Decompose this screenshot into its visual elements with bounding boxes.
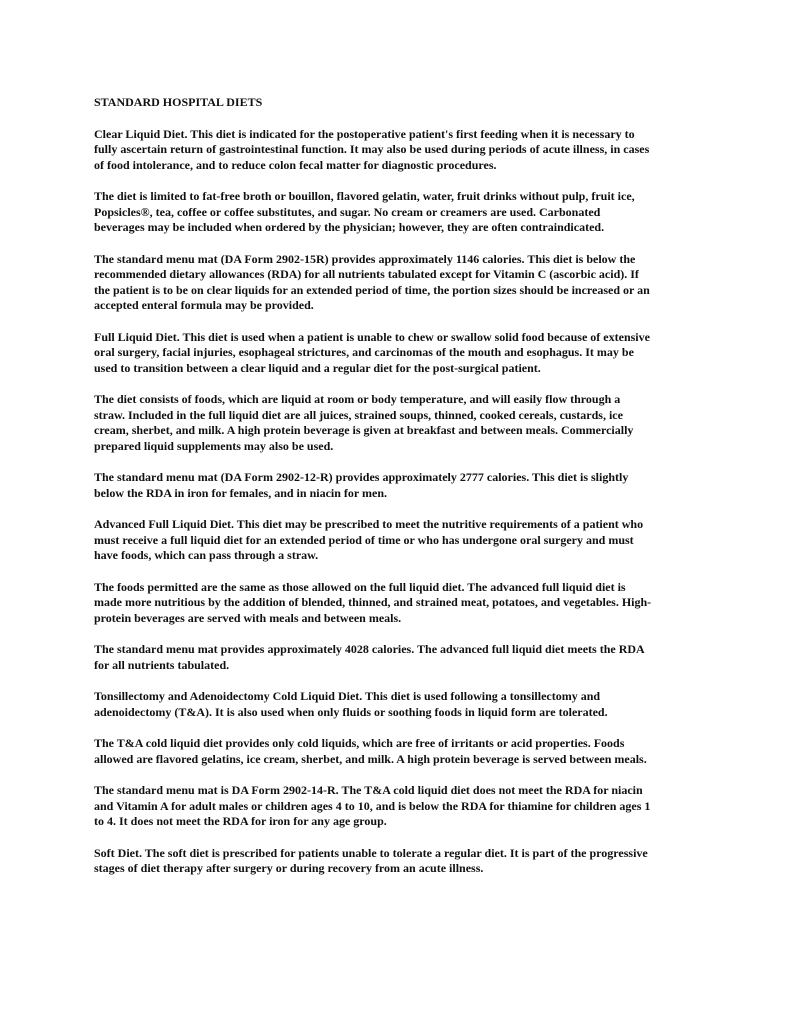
- paragraph-line: the patient is to be on clear liquids for an extended period of time, the portion sizes should be increased or an: [94, 282, 650, 297]
- paragraph-line: The diet consists of foods, which are liquid at room or body temperature, and will easily flow through a: [94, 392, 621, 406]
- paragraph-line: Advanced Full Liquid Diet. This diet may be prescribed to meet the nutritive requirements of a patient who: [94, 517, 644, 531]
- paragraph-line: beverages may be included when ordered by the physician; however, they are often contraindicated.: [94, 220, 605, 234]
- paragraph-line: The standard menu mat provides approximately 4028 calories. The advanced full liquid diet meets the RDA: [94, 642, 645, 656]
- paragraph-line: stages of diet therapy after surgery or during recovery from an acute illness.: [94, 861, 484, 875]
- paragraph-line: recommended dietary allowances (RDA) for all nutrients tabulated except for Vitamin C (ascorbic acid). If: [94, 267, 639, 281]
- paragraph: [94, 517, 699, 564]
- document-page: [94, 95, 699, 893]
- paragraph: [94, 783, 699, 830]
- paragraph-line: Soft Diet. The soft diet is prescribed for patients unable to tolerate a regular diet. It is part of the progressive: [94, 845, 648, 860]
- paragraph: [94, 252, 699, 314]
- paragraph-line: The standard menu mat is DA Form 2902-14-R. The T&A cold liquid diet does not meet the RDA for niacin: [94, 783, 643, 797]
- paragraph-line: oral surgery, facial injuries, esophageal strictures, and carcinomas of the mouth and esophagus. It may be: [94, 345, 634, 359]
- paragraph: [94, 846, 699, 877]
- paragraph: [94, 689, 699, 720]
- paragraph-line: below the RDA in iron for females, and in niacin for men.: [94, 485, 388, 500]
- paragraph-line: The standard menu mat (DA Form 2902-15R) provides approximately 1146 calories. This diet is below the: [94, 251, 636, 266]
- paragraph-line: to 4. It does not meet the RDA for iron for any age group.: [94, 814, 387, 828]
- paragraph-line: prepared liquid supplements may also be used.: [94, 438, 334, 453]
- paragraph-line: The standard menu mat (DA Form 2902-12-R) provides approximately 2777 calories. This diet is slightly: [94, 470, 629, 484]
- paragraph-line: and Vitamin A for adult males or children ages 4 to 10, and is below the RDA for thiamine for children ages 1: [94, 798, 651, 813]
- document-title: STANDARD HOSPITAL DIETS: [94, 95, 263, 109]
- paragraph: [94, 470, 699, 501]
- paragraph: [94, 330, 699, 377]
- paragraph: [94, 642, 699, 673]
- paragraph-line: must receive a full liquid diet for an extended period of time or who has undergone oral surgery and must: [94, 532, 634, 547]
- paragraph-line: Full Liquid Diet. This diet is used when a patient is unable to chew or swallow solid food because of extensive: [94, 329, 650, 344]
- paragraph-line: Clear Liquid Diet. This diet is indicated for the postoperative patient's first feeding when it is necessary to: [94, 126, 635, 141]
- document-body: [94, 127, 699, 877]
- paragraph-line: The foods permitted are the same as those allowed on the full liquid diet. The advanced full liquid diet is: [94, 579, 626, 594]
- paragraph-line: Popsicles®, tea, coffee or coffee substitutes, and sugar. No cream or creamers are used. Carbonated: [94, 204, 601, 219]
- paragraph-line: The T&A cold liquid diet provides only cold liquids, which are free of irritants or acid properties. Foods: [94, 736, 625, 750]
- paragraph-line: allowed are flavored gelatins, ice cream, sherbet, and milk. A high protein beverage is served between meals.: [94, 751, 647, 766]
- paragraph-line: Tonsillectomy and Adenoidectomy Cold Liquid Diet. This diet is used following a tonsillectomy and: [94, 689, 601, 703]
- paragraph-line: cream, sherbet, and milk. A high protein beverage is given at breakfast and between meals. Commercially: [94, 423, 634, 437]
- paragraph: [94, 736, 699, 767]
- paragraph-line: straw. Included in the full liquid diet are all juices, strained soups, thinned, cooked cereals, custards, ice: [94, 407, 623, 422]
- paragraph: [94, 580, 699, 627]
- paragraph-line: for all nutrients tabulated.: [94, 657, 230, 672]
- paragraph-line: protein beverages are served with meals and between meals.: [94, 610, 402, 625]
- paragraph-line: The diet is limited to fat-free broth or bouillon, flavored gelatin, water, fruit drinks without pulp, fruit ice,: [94, 189, 635, 203]
- paragraph-line: have foods, which can pass through a straw.: [94, 548, 319, 562]
- paragraph-line: used to transition between a clear liquid and a regular diet for the post-surgical patient.: [94, 360, 541, 375]
- paragraph-line: of food intolerance, and to reduce colon fecal matter for diagnostic procedures.: [94, 157, 497, 172]
- paragraph-line: adenoidectomy (T&A). It is also used when only fluids or soothing foods in liquid form are tolerated.: [94, 704, 608, 719]
- paragraph-line: fully ascertain return of gastrointestinal function. It may also be used during periods of acute illness, in cases: [94, 142, 650, 156]
- paragraph: [94, 189, 699, 236]
- paragraph: [94, 127, 699, 174]
- paragraph-line: accepted enteral formula may be provided.: [94, 298, 314, 312]
- paragraph: [94, 392, 699, 454]
- paragraph-line: made more nutritious by the addition of blended, thinned, and strained meat, potatoes, and vegetables. High-: [94, 595, 652, 609]
